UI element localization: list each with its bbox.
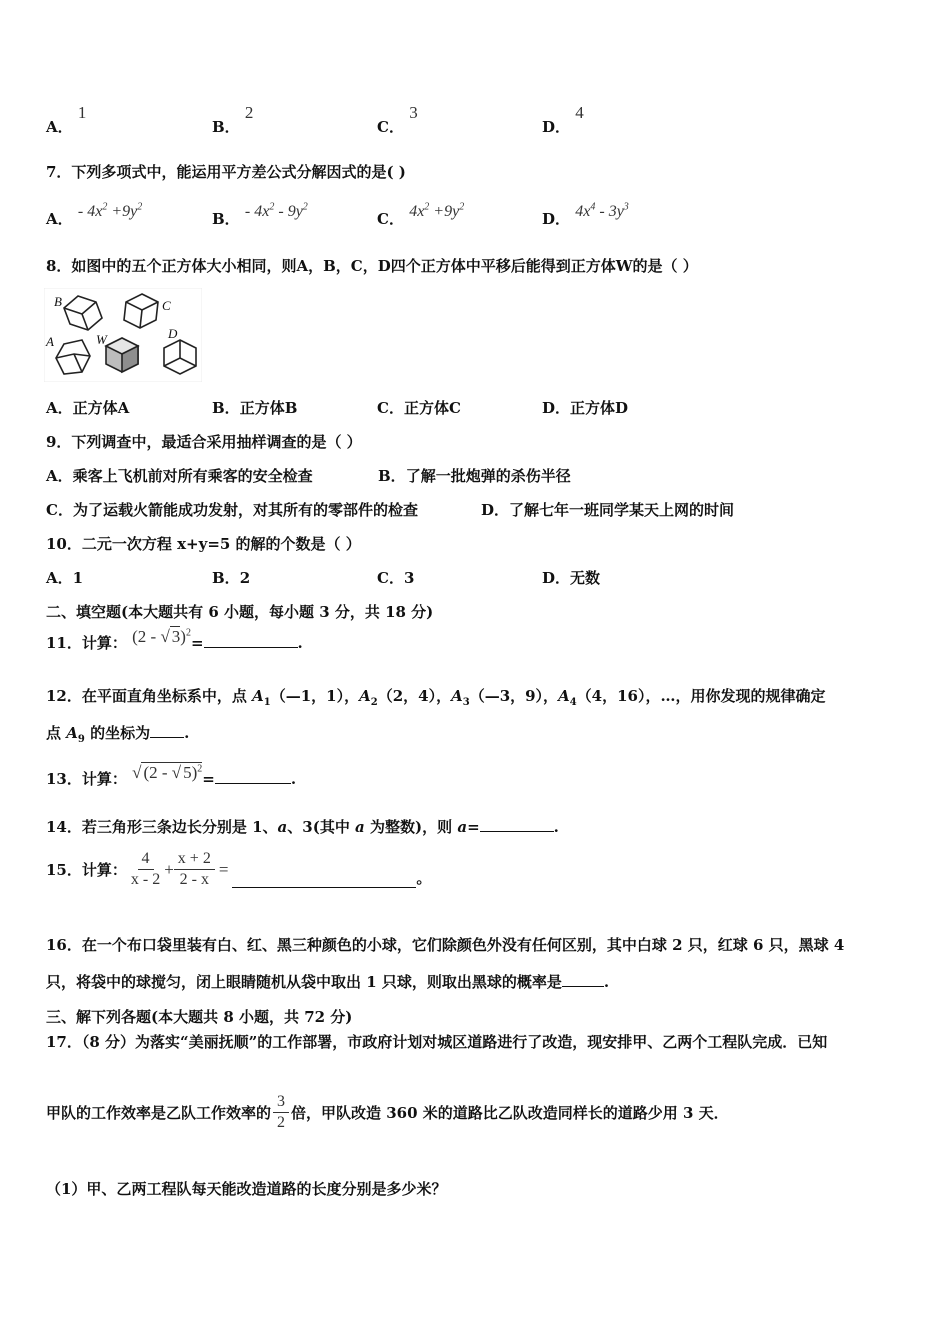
- q10-stem: 10．二元一次方程 x+y=5 的解的个数是（ ）: [46, 535, 361, 553]
- q8-option-d: D．正方体D: [542, 399, 629, 417]
- q16-line1: 16．在一个布口袋里装有白、红、黑三种颜色的小球，它们除颜色外没有任何区别，其中白球 2 只，红球 6 只，黑球 4: [46, 936, 845, 954]
- q9-option-a: A．乘客上飞机前对所有乘客的安全检查: [46, 467, 313, 485]
- cube-label-w: W: [96, 332, 107, 347]
- q16-line2: 只，将袋中的球搅匀，闭上眼睛随机从袋中取出 1 只球，则取出黑球的概率是 .: [46, 973, 610, 991]
- q8-option-a: A．正方体A: [46, 399, 130, 417]
- q13-answer-blank[interactable]: [215, 769, 291, 784]
- q8-stem: 8．如图中的五个正方体大小相同，则A，B，C，D四个正方体中平移后能得到正方体W的是（ ）: [46, 257, 698, 275]
- q16-answer-blank[interactable]: [562, 972, 604, 987]
- q15-fraction-2: $\frac{x + 2}{2 - x}$: [174, 849, 215, 890]
- q6-option-c: C． 3: [377, 103, 418, 136]
- q6-option-b: B． 2: [212, 103, 254, 136]
- q8-option-b: B．正方体B: [212, 399, 298, 417]
- q9-option-c: C．为了运载火箭能成功发射，对其所有的零部件的检查: [46, 501, 418, 519]
- q6-option-a: A． 1: [46, 103, 87, 136]
- q7-stem: 7．下列多项式中，能运用平方差公式分解因式的是( ): [46, 163, 406, 181]
- q17-line2: 甲队的工作效率是乙队工作效率的 $\frac{3}{2}$ 倍，甲队改造 360 米的道路比乙队改造同样长的道路少用 3 天．: [46, 1093, 729, 1131]
- q12-line1: 12．在平面直角坐标系中，点 $A_1(—1$，1），$A_2(2$，4），$A_3(—3$，9），$A_4(4$，16），…，用你发现的规律确定: [46, 687, 826, 708]
- q15-fraction-1: $\frac{4}{x - 2}$: [130, 850, 161, 888]
- q13: 13．计算： √ (2 - √ 5)$^2$= .: [46, 763, 297, 788]
- q7-option-b: B． - $4x^2 - 9y^2$: [212, 201, 308, 228]
- cube-label-a: A: [46, 334, 54, 349]
- q9-option-b: B．了解一批炮弹的杀伤半径: [378, 467, 571, 485]
- q17-fraction: $\frac{3}{2}$: [273, 1092, 289, 1133]
- q15: 15．计算： $\frac{4}{x - 2}$ + $\frac{x + 2}{2 - x}$ = 。: [46, 850, 432, 888]
- q12-answer-blank[interactable]: [150, 723, 184, 738]
- q17-line1: 17．（8 分）为落实“美丽抚顺”的工作部署，市政府计划对城区道路进行了改造，现安排甲、乙两个工程队完成．已知: [46, 1033, 828, 1051]
- q10-option-b: B．2: [212, 569, 251, 587]
- q14: 14．若三角形三条边长分别是 1、a、3(其中 a 为整数)，则 a= .: [46, 818, 559, 836]
- q11-expression: (2 - √ 3)$^2$: [132, 627, 191, 646]
- q17-subquestion-1: （1）甲、乙两工程队每天能改造道路的长度分别是多少米？: [46, 1180, 447, 1198]
- q11-answer-blank[interactable]: [204, 633, 298, 648]
- cube-figure-svg: [44, 288, 202, 382]
- q7-option-d: D． $4x^4 - 3y^3$: [542, 201, 629, 228]
- q7-option-a: A． - $4x^2 +9y^2$: [46, 201, 143, 228]
- section-2-heading: 二、填空题(本大题共有 6 小题，每小题 3 分，共 18 分): [46, 603, 434, 621]
- q12-line2: 点 $A_9$ 的坐标为 .: [46, 724, 190, 745]
- cube-label-c: C: [162, 298, 171, 313]
- section-3-heading: 三、解下列各题(本大题共 8 小题，共 72 分): [46, 1008, 353, 1026]
- cube-label-b: B: [54, 294, 62, 309]
- cube-figure: [44, 288, 202, 382]
- q13-expression: √ (2 - √ 5)$^2$: [132, 763, 203, 782]
- q10-option-a: A．1: [46, 569, 84, 587]
- q8-option-c: C．正方体C: [377, 399, 461, 417]
- cube-label-d: D: [168, 326, 178, 341]
- q9-option-d: D．了解七年一班同学某天上网的时间: [481, 501, 735, 519]
- q6-option-d: D． 4: [542, 103, 584, 136]
- q10-option-d: D．无数: [542, 569, 601, 587]
- q9-stem: 9．下列调查中，最适合采用抽样调查的是（ ）: [46, 433, 362, 451]
- q10-option-c: C．3: [377, 569, 415, 587]
- q7-option-c: C． $4x^2 +9y^2$: [377, 201, 465, 228]
- q14-answer-blank[interactable]: [480, 817, 554, 832]
- q15-answer-blank[interactable]: [232, 873, 416, 888]
- q11: 11．计算： (2 - √ 3)$^2$= .: [46, 627, 303, 652]
- cube-w: [106, 338, 138, 372]
